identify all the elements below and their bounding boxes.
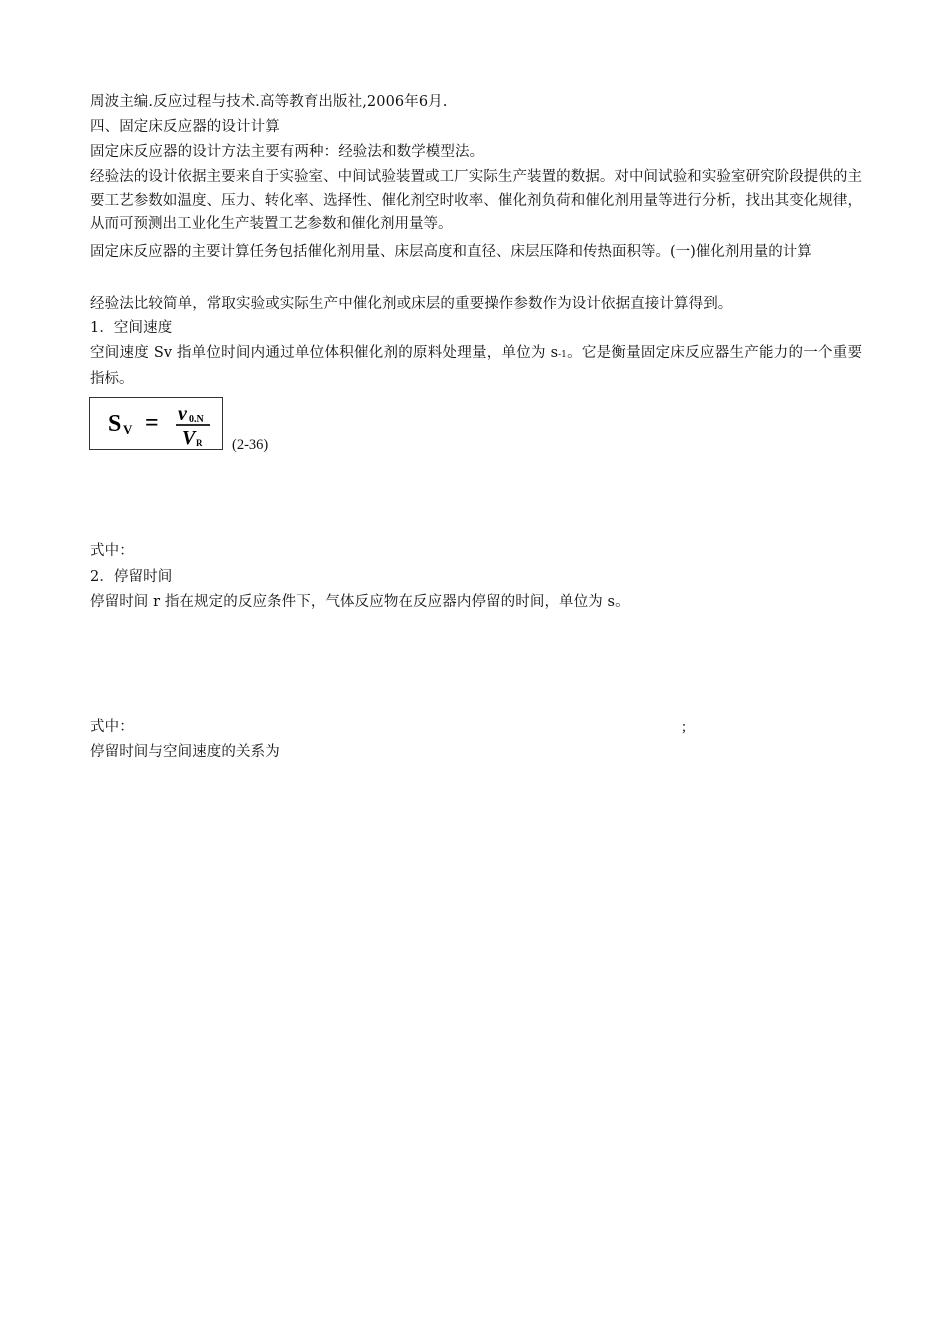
formula-lhs-subscript: V — [123, 422, 133, 437]
space-velocity-paragraph — [90, 342, 862, 391]
residence-time-line: 停留时间 r 指在规定的反应条件下，气体反应物在反应器内停留的时间，单位为 s。 — [90, 594, 630, 610]
where-label-2: 式中： — [90, 719, 134, 735]
main-tasks-paragraph: 固定床反应器的主要计算任务包括催化剂用量、床层高度和直径、床层压降和传热面积等。(一)催化剂用量的计算 — [90, 244, 812, 260]
space-velocity-text-a: 空间速度 Sv 指单位时间内通过单位体积催化剂的原料处理量，单位为 s — [90, 345, 559, 361]
space-velocity-text-b: 。它是衡量固定床反应器生产能力的一个重要指标。 — [90, 345, 862, 387]
formula-denominator: V — [182, 427, 196, 449]
section-title: 四、固定床反应器的设计计算 — [90, 119, 280, 135]
where-label-1: 式中： — [90, 543, 134, 559]
item2-heading: 2．停留时间 — [90, 569, 173, 585]
formula-equals: = — [145, 410, 159, 436]
semicolon-mark: ; — [682, 719, 687, 735]
formula-numerator: v — [178, 403, 187, 425]
formula-lhs: S — [108, 411, 122, 437]
empirical-simple-line: 经验法比较简单，常取实验或实际生产中催化剂或床层的重要操作参数作为设计依据直接计算得到。 — [90, 296, 733, 312]
formula-denominator-subscript: R — [196, 438, 203, 448]
formula-numerator-subscript: 0.N — [189, 414, 204, 425]
reference-line: 周波主编.反应过程与技术.高等教育出版社,2006年6月. — [90, 94, 448, 110]
unit-superscript: -1 — [558, 350, 567, 360]
formula-2-36 — [89, 397, 223, 450]
empirical-basis-paragraph: 经验法的设计依据主要来自于实验室、中间试验装置或工厂实际生产装置的数据。对中间试验和实验室研究阶段提供的主要工艺参数如温度、压力、转化率、选择性、催化剂空时收率、催化剂负荷和催化剂用量等进行分析，找出其变化规律，从而可预测出工业化生产装置工艺参数和催化剂用量等。 — [90, 169, 862, 232]
equation-number: (2-36) — [232, 437, 269, 453]
formula-svg — [90, 398, 222, 449]
relation-line: 停留时间与空间速度的关系为 — [90, 744, 280, 760]
item1-heading: 1．空间速度 — [90, 320, 173, 336]
intro-line: 固定床反应器的设计方法主要有两种：经验法和数学模型法。 — [90, 144, 485, 160]
